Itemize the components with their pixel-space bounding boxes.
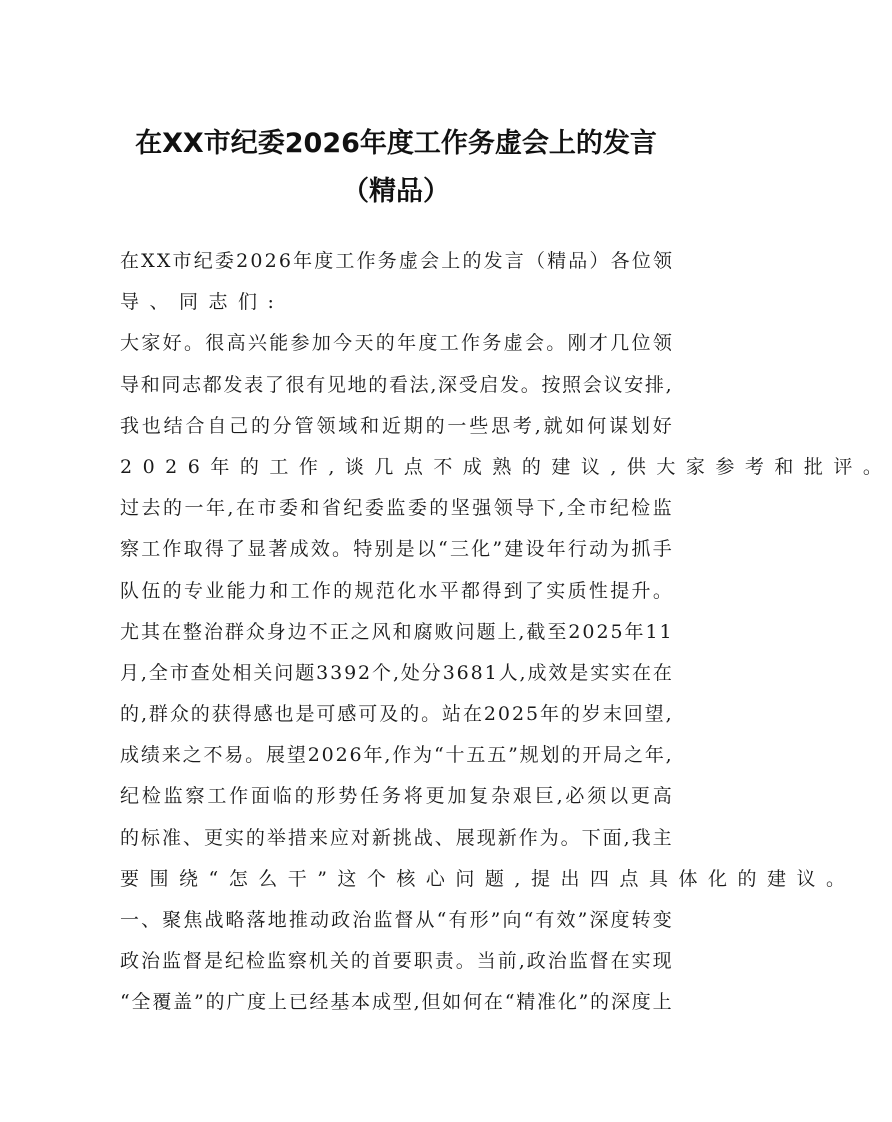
body-text-line: 的 标 准 、 更 实 的 举 措 来 应 对 新 挑 战 、 展 现 新 作 为 。 下 面 , 我 主 [120, 826, 672, 849]
body-text-line: 2026年的工作,谈几点不成熟的建议,供大家参考和批评。 [120, 455, 892, 478]
body-text-line: 在 X X 市 纪 委 2 0 2 6 年 度 工 作 务 虚 会 上 的 发 言 （ 精 品 ） 各 位 领 [120, 250, 672, 272]
document-body [120, 241, 892, 1024]
body-text-line: 成 绩 来 之 不 易 。 展 望 2 0 2 6 年 , 作 为 “ 十 五 五 ” 规 划 的 开 局 之 年 , [120, 744, 672, 767]
body-text-line: “ 全 覆 盖 ” 的 广 度 上 已 经 基 本 成 型 , 但 如 何 在 “ 精 准 化 ” 的 深 度 上 [120, 991, 672, 1014]
body-text-line: 导 和 同 志 都 发 表 了 很 有 见 地 的 看 法 , 深 受 启 发 。 按 照 会 议 安 排 , [120, 373, 672, 396]
title-line-2: （精品） [342, 176, 450, 207]
body-text-line: 察 工 作 取 得 了 显 著 成 效 。 特 别 是 以 “ 三 化 ” 建 设 年 行 动 为 抓 手 [120, 538, 672, 561]
body-text-line: 的 , 群 众 的 获 得 感 也 是 可 感 可 及 的 。 站 在 2 0 2 5 年 的 岁 末 回 望 , [120, 703, 672, 726]
body-text-line: 纪 检 监 察 工 作 面 临 的 形 势 任 务 将 更 加 复 杂 艰 巨 , 必 须 以 更 高 [120, 785, 672, 808]
body-text-line: 大 家 好 。 很 高 兴 能 参 加 今 天 的 年 度 工 作 务 虚 会 。 刚 才 几 位 领 [120, 332, 672, 355]
body-text-line: 尤 其 在 整 治 群 众 身 边 不 正 之 风 和 腐 败 问 题 上 , 截 至 2 0 2 5 年 1 1 [120, 620, 672, 643]
body-text-line: 导、同志们: [120, 291, 285, 314]
body-text-line: 过 去 的 一 年 , 在 市 委 和 省 纪 委 监 委 的 坚 强 领 导 下 , 全 市 纪 检 监 [120, 497, 672, 520]
body-text-line: 我 也 结 合 自 己 的 分 管 领 域 和 近 期 的 一 些 思 考 , 就 如 何 谋 划 好 [120, 414, 672, 437]
title-line-1: 在XX市纪委2026年度工作务虚会上的发言 [135, 128, 657, 159]
body-text-line: 队 伍 的 专 业 能 力 和 工 作 的 规 范 化 水 平 都 得 到 了 实 质 性 提 升 。 [120, 579, 672, 602]
body-text-line: 月 , 全 市 查 处 相 关 问 题 3 3 9 2 个 , 处 分 3 6 8 1 人 , 成 效 是 实 实 在 在 [120, 661, 672, 684]
body-text-line: 一 、 聚 焦 战 略 落 地 推 动 政 治 监 督 从 “ 有 形 ” 向 “ 有 效 ” 深 度 转 变 [120, 909, 672, 931]
document-title [118, 120, 674, 216]
body-text-line: 要围绕“怎么干”这个核心问题,提出四点具体化的建议。 [120, 867, 856, 890]
body-text-line: 政 治 监 督 是 纪 检 监 察 机 关 的 首 要 职 责 。 当 前 , 政 治 监 督 在 实 现 [120, 950, 672, 973]
